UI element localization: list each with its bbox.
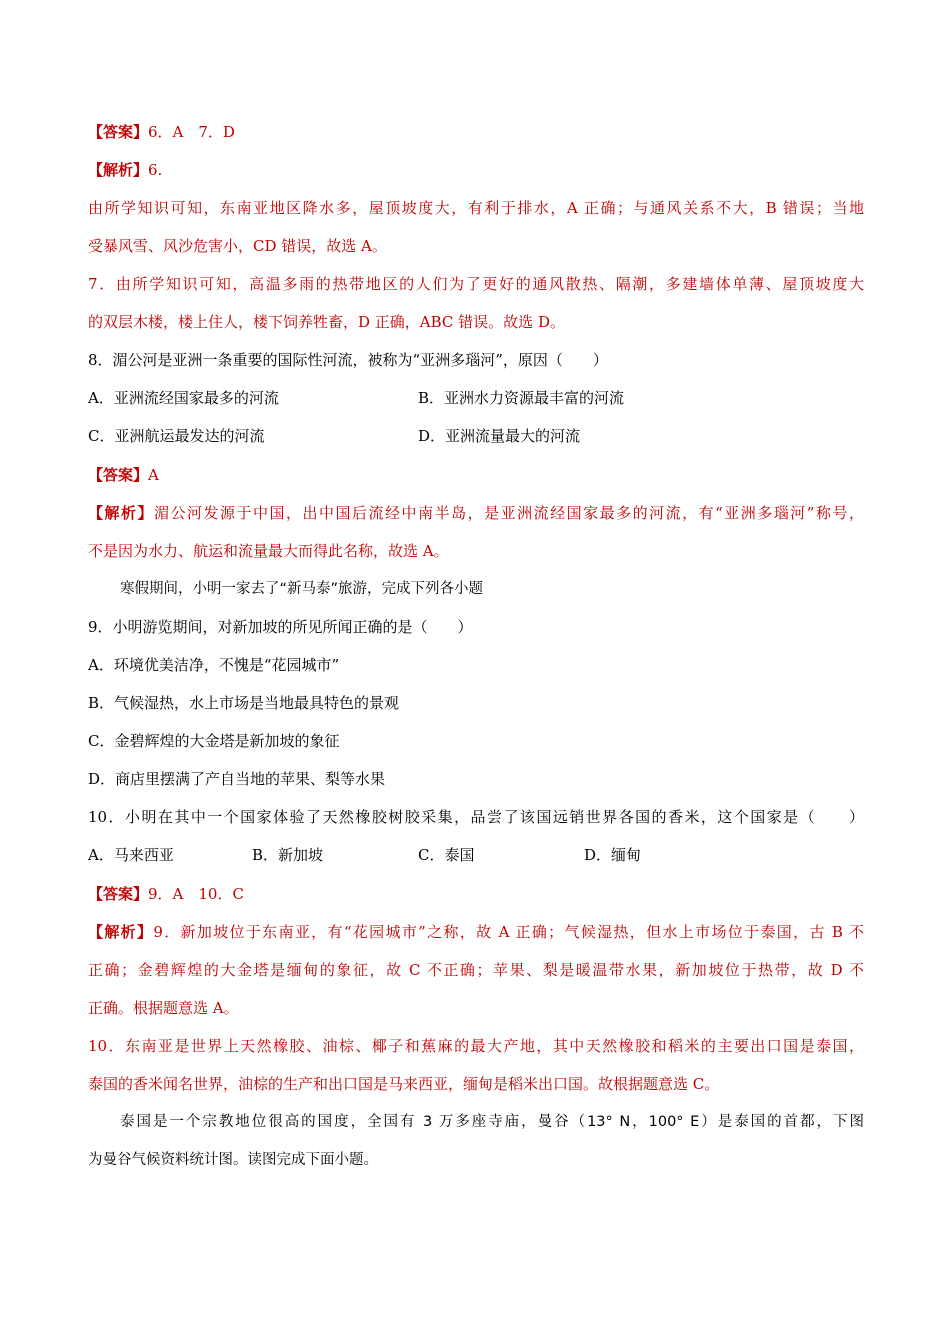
analysis-6-7-head: [88, 160, 864, 180]
explanation-7-line-1: 7．由所学知识可知，高温多雨的热带地区的人们为了更好的通风散热、隔潮，多建墙体单薄、屋顶坡度大: [88, 275, 864, 293]
answer-tag: 【答案】: [88, 466, 149, 484]
analysis-9-line-2: 正确；金碧辉煌的大金塔是缅甸的象征，故 C 不正确；苹果、梨是暖温带水果，新加坡位于热带，故 D 不: [88, 961, 864, 979]
question-9-stem: 9．小明游览期间，对新加坡的所见所闻正确的是（ ）: [88, 618, 473, 636]
thailand-intro-line-2: 为曼谷气候资料统计图。读图完成下面小题。: [88, 1152, 378, 1168]
analysis-8-line-2: 不是因为水力、航运和流量最大而得此名称，故选 A。: [88, 542, 449, 560]
analysis-tag: 【解析】: [88, 504, 155, 522]
question-8-stem: 8．湄公河是亚洲一条重要的国际性河流，被称为“亚洲多瑙河”，原因（ ）: [88, 351, 608, 369]
answer-text: 9．A 10．C: [148, 885, 244, 903]
answer-text: A: [148, 466, 159, 484]
question-10-stem: 10．小明在其中一个国家体验了天然橡胶树胶采集，品尝了该国远销世界各国的香米，这个国家是（ ）: [88, 808, 864, 826]
analysis-tag: 【解析】: [88, 161, 149, 179]
question-10-option-a: A．马来西亚: [88, 846, 174, 864]
analysis-9-line-1: [88, 922, 864, 942]
analysis-text: 9．新加坡位于东南亚，有“花园城市”之称，故 A 正确；气候湿热，但水上市场位于泰国，古 B 不: [153, 923, 864, 941]
thailand-intro-line-1: 泰国是一个宗教地位很高的国度，全国有 3 万多座寺庙，曼谷（13° N，100° E）是泰国的首都，下图: [120, 1114, 864, 1130]
answer-6-7: [88, 122, 864, 142]
question-8-option-b: B．亚洲水力资源最丰富的河流: [418, 389, 625, 407]
analysis-head: 6.: [148, 161, 163, 179]
question-9-option-d: D．商店里摆满了产自当地的苹果、梨等水果: [88, 770, 386, 788]
answer-text: 6．A 7．D: [148, 123, 235, 141]
question-8-option-a: A．亚洲流经国家最多的河流: [88, 389, 279, 407]
question-9-option-a: A．环境优美洁净，不愧是“花园城市”: [88, 656, 340, 674]
analysis-9-line-3: 正确。根据题意选 A。: [88, 999, 239, 1017]
analysis-10-line-1: 10．东南亚是世界上天然橡胶、油棕、椰子和蕉麻的最大产地，其中天然橡胶和稻米的主要出口国是泰国，: [88, 1037, 864, 1055]
question-9-option-b: B．气候湿热，水上市场是当地最具特色的景观: [88, 694, 400, 712]
question-10-option-d: D．缅甸: [584, 846, 642, 864]
analysis-tag: 【解析】: [88, 923, 154, 941]
question-10-option-b: B．新加坡: [252, 846, 324, 864]
explanation-6-line-1: 由所学知识可知，东南亚地区降水多，屋顶坡度大，有利于排水，A 正确；与通风关系不大，B 错误；当地: [88, 199, 864, 217]
answer-tag: 【答案】: [88, 885, 149, 903]
analysis-8-line-1: [88, 503, 864, 523]
question-10-option-c: C．泰国: [418, 846, 475, 864]
answer-tag: 【答案】: [88, 123, 149, 141]
explanation-6-line-2: 受暴风雪、风沙危害小，CD 错误，故选 A。: [88, 237, 387, 255]
question-8-option-d: D．亚洲流量最大的河流: [418, 427, 581, 445]
analysis-10-line-2: 泰国的香米闻名世界，油棕的生产和出口国是马来西亚，缅甸是稻米出口国。故根据题意选 C。: [88, 1075, 720, 1093]
answer-8: [88, 465, 864, 485]
explanation-7-line-2: 的双层木楼，楼上住人，楼下饲养牲畜，D 正确，ABC 错误。故选 D。: [88, 313, 565, 331]
question-8-option-c: C．亚洲航运最发达的河流: [88, 427, 265, 445]
question-9-option-c: C．金碧辉煌的大金塔是新加坡的象征: [88, 732, 340, 750]
answer-9-10: [88, 884, 864, 904]
group-9-10-intro: 寒假期间，小明一家去了“新马泰”旅游，完成下列各小题: [120, 581, 484, 597]
analysis-text: 湄公河发源于中国，出中国后流经中南半岛，是亚洲流经国家最多的河流，有“亚洲多瑙河”称号，: [154, 504, 864, 522]
